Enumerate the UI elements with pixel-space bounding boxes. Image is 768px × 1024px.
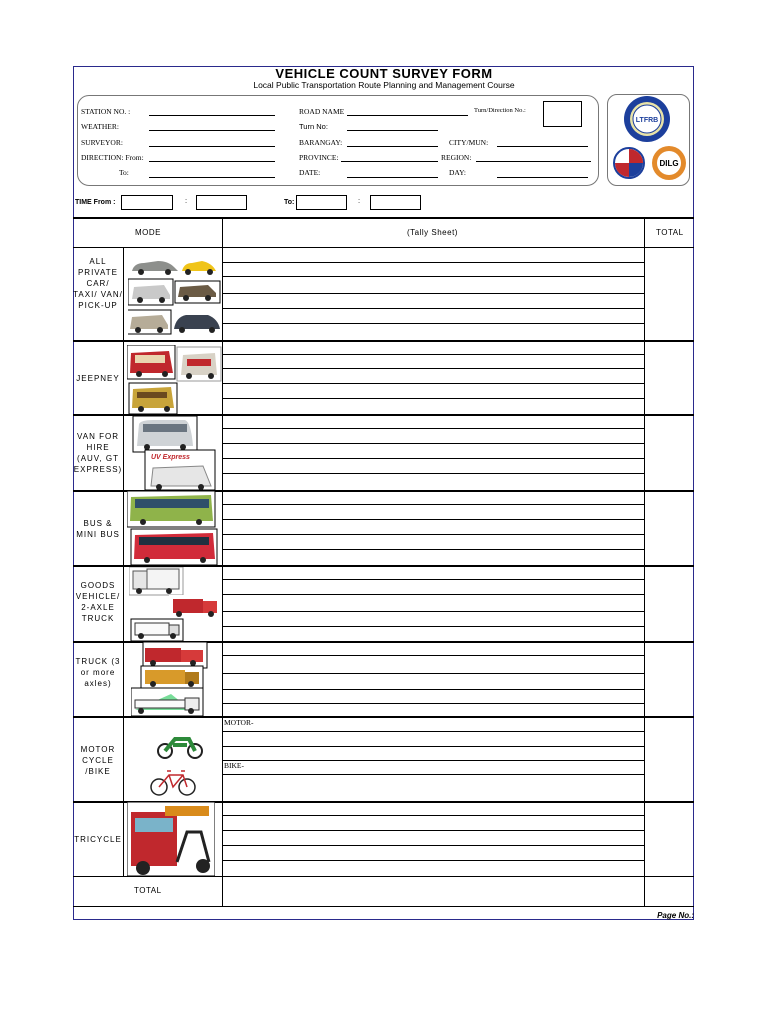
header-bottom xyxy=(73,247,694,248)
tally-line[interactable] xyxy=(223,504,644,505)
tally-line[interactable] xyxy=(223,594,644,595)
time-to-label: To: xyxy=(284,199,295,206)
tally-line[interactable] xyxy=(223,626,644,627)
weather-field[interactable] xyxy=(149,130,275,131)
tally-line[interactable] xyxy=(223,262,644,263)
city-mun-field[interactable] xyxy=(497,146,588,147)
mode-header: MODE xyxy=(135,228,161,237)
tally-line[interactable] xyxy=(223,473,644,474)
tally-line[interactable] xyxy=(223,443,644,444)
time-to-minute[interactable] xyxy=(370,195,421,210)
tally-line[interactable] xyxy=(223,323,644,324)
motorcycle-bike-images xyxy=(143,727,213,799)
turn-direction-label: Turn/Direction No.: xyxy=(474,107,526,114)
ltfrb-logo xyxy=(619,95,675,145)
tally-line[interactable] xyxy=(223,760,644,761)
tally-line[interactable] xyxy=(223,428,644,429)
tally-line[interactable] xyxy=(223,383,644,384)
road-name-field[interactable] xyxy=(347,115,468,116)
date-label: DATE: xyxy=(299,168,321,177)
bike-sublabel: BIKE- xyxy=(224,761,244,770)
tally-line[interactable] xyxy=(223,845,644,846)
private-car-images xyxy=(128,255,223,335)
tally-line[interactable] xyxy=(223,519,644,520)
region-label: REGION: xyxy=(441,153,472,162)
tally-line[interactable] xyxy=(223,860,644,861)
time-from-hour[interactable] xyxy=(121,195,173,210)
turn-no-field[interactable] xyxy=(347,130,438,131)
mode-label-van-for-hire: VAN FOR HIRE (AUV, GT EXPRESS) xyxy=(73,432,123,474)
section-divider xyxy=(73,340,694,342)
mode-label-goods-vehicle: GOODS VEHICLE/ 2-AXLE TRUCK xyxy=(75,581,121,623)
turn-no-label: Turn No: xyxy=(299,122,328,131)
tally-line[interactable] xyxy=(223,731,644,732)
station-no-label: STATION NO. : xyxy=(81,107,131,116)
mode-label-private-car: ALL PRIVATE CAR/ TAXI/ VAN/ PICK-UP xyxy=(73,257,123,310)
tally-line[interactable] xyxy=(223,830,644,831)
turn-direction-box[interactable] xyxy=(543,101,582,127)
dilg-logo-text: DILG xyxy=(659,159,679,168)
direction-to-field[interactable] xyxy=(149,177,275,178)
tally-line[interactable] xyxy=(223,293,644,294)
direction-from-field[interactable] xyxy=(149,161,275,162)
tally-line[interactable] xyxy=(223,534,644,535)
day-label: DAY: xyxy=(449,168,466,177)
direction-from-label: DIRECTION: From: xyxy=(81,153,144,162)
surveyor-label: SURVEYOR: xyxy=(81,138,123,147)
goods-vehicle-images xyxy=(129,567,223,641)
tally-line[interactable] xyxy=(223,458,644,459)
truck-images xyxy=(131,642,223,716)
weather-label: WEATHER: xyxy=(81,122,119,131)
total-row-label: TOTAL xyxy=(134,886,162,895)
tally-line[interactable] xyxy=(223,673,644,674)
van-for-hire-images xyxy=(131,416,221,490)
total-divider xyxy=(644,217,645,907)
tally-line[interactable] xyxy=(223,368,644,369)
region-field[interactable] xyxy=(476,161,591,162)
bus-images xyxy=(127,491,223,565)
picture-divider xyxy=(123,248,124,877)
tally-line[interactable] xyxy=(223,815,644,816)
tally-line[interactable] xyxy=(223,354,644,355)
tally-header: (Tally Sheet) xyxy=(407,228,458,237)
mode-label-bus: BUS & MINI BUS xyxy=(76,519,120,539)
time-to-hour[interactable] xyxy=(296,195,347,210)
form-subtitle: Local Public Transportation Route Planning and Management Course xyxy=(253,80,515,90)
direction-to-label: To: xyxy=(119,168,129,177)
dotc-logo xyxy=(611,146,647,181)
barangay-label: BARANGAY: xyxy=(299,138,343,147)
motor-sublabel: MOTOR- xyxy=(224,718,254,727)
province-label: PROVINCE: xyxy=(299,153,339,162)
mode-label-motorcycle: MOTOR CYCLE /BIKE xyxy=(80,745,116,776)
tally-table xyxy=(73,217,694,907)
tally-line[interactable] xyxy=(223,655,644,656)
tally-line[interactable] xyxy=(223,398,644,399)
ltfrb-logo-text: LTFRB xyxy=(635,117,659,124)
time-to-colon: : xyxy=(358,196,361,205)
date-field[interactable] xyxy=(347,177,438,178)
mode-label-jeepney: JEEPNEY xyxy=(76,374,120,383)
section-divider xyxy=(73,716,694,718)
uv-express-text: UV Express xyxy=(151,454,190,461)
time-from-label: TIME From : xyxy=(75,199,116,206)
tally-line[interactable] xyxy=(223,774,644,775)
day-field[interactable] xyxy=(497,177,588,178)
tally-line[interactable] xyxy=(223,689,644,690)
tally-line[interactable] xyxy=(223,579,644,580)
table-top xyxy=(73,217,694,219)
tally-line[interactable] xyxy=(223,308,644,309)
total-header: TOTAL xyxy=(656,228,684,237)
mode-label-truck: TRUCK (3 or more axles) xyxy=(75,657,121,688)
mode-label-tricycle: TRICYCLE xyxy=(74,835,122,844)
road-name-label: ROAD NAME xyxy=(299,107,345,116)
surveyor-field[interactable] xyxy=(149,146,275,147)
city-mun-label: CITY/MUN: xyxy=(449,138,489,147)
tally-line[interactable] xyxy=(223,746,644,747)
page-number-label: Page No.: xyxy=(657,911,694,920)
barangay-field[interactable] xyxy=(347,146,438,147)
jeepney-images xyxy=(127,345,223,415)
tally-line[interactable] xyxy=(223,276,644,277)
form-title: VEHICLE COUNT SURVEY FORM xyxy=(275,66,493,81)
province-field[interactable] xyxy=(341,161,438,162)
time-from-colon: : xyxy=(185,196,188,205)
station-no-field[interactable] xyxy=(149,115,275,116)
tally-line[interactable] xyxy=(223,549,644,550)
table-bottom xyxy=(73,906,694,907)
time-from-minute[interactable] xyxy=(196,195,247,210)
tally-line[interactable] xyxy=(223,703,644,704)
tricycle-image xyxy=(127,802,215,878)
tally-line[interactable] xyxy=(223,611,644,612)
dilg-logo xyxy=(650,145,688,181)
